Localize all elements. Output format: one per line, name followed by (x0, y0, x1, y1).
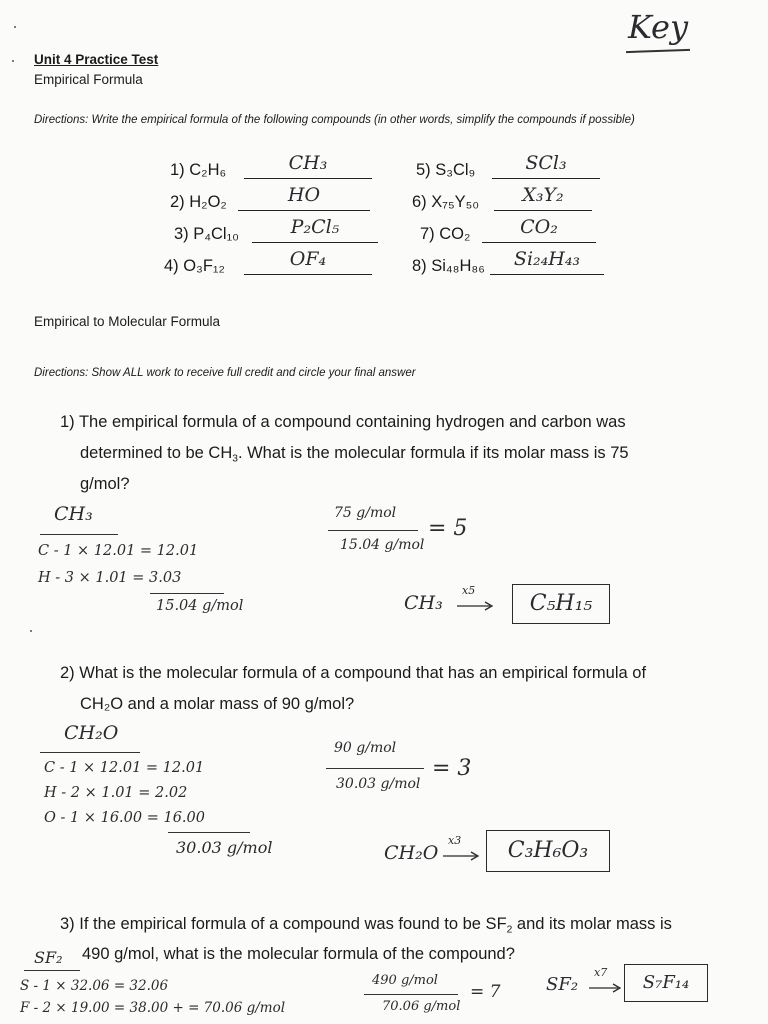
paper-speck (12, 60, 14, 62)
q1-ratio-bar (328, 530, 418, 531)
q3-ratio-numerator: 490 g/mol (372, 973, 438, 988)
ef-item-6-label: 6) X₇₅Y₅₀ (412, 193, 480, 211)
key-underline (626, 49, 690, 53)
q3-work-formula-underline (24, 970, 80, 971)
ef-item-3-label: 3) P₄Cl₁₀ (174, 225, 240, 243)
q2-work-sum-line (168, 832, 250, 833)
section2-directions: Directions: Show ALL work to receive full credit and circle your final answer (34, 367, 416, 379)
q1-ratio-result: = 5 (428, 516, 468, 541)
q1-arrow (456, 598, 496, 616)
q3-arrow (588, 980, 624, 998)
page-title: Unit 4 Practice Test (34, 52, 159, 67)
q1-work-formula-underline (40, 534, 118, 535)
page-subtitle: Empirical Formula (34, 72, 143, 87)
ef-item-5-answer: SCl₃ (492, 152, 600, 179)
ef-item-1-label: 1) C₂H₆ (170, 161, 227, 179)
section1-directions: Directions: Write the empirical formula of the following compounds (in other words, simplify the compounds if possible) (34, 114, 635, 126)
section2-title: Empirical to Molecular Formula (34, 314, 221, 329)
key-label: Key (628, 8, 689, 46)
q3-text-line2: 490 g/mol, what is the molecular formula of the compound? (82, 945, 515, 963)
q2-work-line1: C - 1 × 12.01 = 12.01 (44, 760, 205, 776)
q1-text-line2: determined to be $CH_3$. What is the molecular formula if its molar mass is 75 (80, 444, 629, 465)
q1-ratio-denominator: 15.04 g/mol (340, 537, 425, 553)
q3-work-line2: F - 2 × 19.00 = 38.00 + = 70.06 g/mol (20, 1000, 286, 1016)
ef-item-3-answer: P₂Cl₅ (252, 216, 378, 243)
q3-arrow-label: x7 (594, 966, 608, 979)
ef-item-8-label: 8) Si₄₈H₈₆ (412, 257, 485, 275)
q3-ratio-denominator: 70.06 g/mol (382, 999, 461, 1014)
q2-work-total: 30.03 g/mol (176, 838, 273, 857)
q3-ratio-bar (364, 994, 458, 995)
q2-ratio-denominator: 30.03 g/mol (336, 776, 421, 792)
q3-arrow-from: SF₂ (546, 974, 579, 995)
q2-work-line2: H - 2 × 1.01 = 2.02 (44, 785, 188, 801)
q2-arrow-label: x3 (448, 834, 462, 847)
paper-speck (30, 630, 32, 632)
ef-item-7-label: 7) CO₂ (420, 225, 471, 243)
q1-work-line1: C - 1 × 12.01 = 12.01 (38, 543, 199, 559)
q1-arrow-label: x5 (462, 584, 476, 597)
q3-work-line1: S - 1 × 32.06 = 32.06 (20, 978, 169, 994)
q2-ratio-numerator: 90 g/mol (334, 740, 397, 756)
q2-final-answer: C₃H₆O₃ (486, 830, 610, 872)
q3-text-line1: 3) If the empirical formula of a compound was found to be $SF_2$ and its molar mass is (60, 915, 672, 936)
q2-work-formula-underline (40, 752, 140, 753)
ef-item-7-answer: CO₂ (482, 216, 596, 243)
ef-item-4-label: 4) O₃F₁₂ (164, 257, 225, 275)
ef-item-1-answer: CH₃ (244, 152, 372, 179)
ef-item-4-answer: OF₄ (244, 248, 372, 275)
q2-arrow (442, 848, 482, 866)
q2-text-line1: 2) What is the molecular formula of a compound that has an empirical formula of (60, 664, 647, 682)
ef-item-2-label: 2) H₂O₂ (170, 193, 227, 211)
q3-final-answer: S₇F₁₄ (624, 964, 708, 1002)
paper-speck (14, 26, 16, 28)
q2-ratio-result: = 3 (432, 756, 472, 781)
q2-text-line2: CH₂O and a molar mass of 90 g/mol? (80, 695, 355, 713)
q2-work-line3: O - 1 × 16.00 = 16.00 (44, 810, 205, 826)
q3-work-formula: SF₂ (34, 948, 63, 967)
q2-arrow-from: CH₂O (384, 842, 439, 864)
q2-ratio-bar (326, 768, 424, 769)
q1-text-line1: 1) The empirical formula of a compound containing hydrogen and carbon was (60, 413, 626, 431)
q1-work-total: 15.04 g/mol (156, 598, 244, 614)
q1-text-line3: g/mol? (80, 475, 130, 493)
ef-item-2-answer: HO (238, 184, 370, 211)
q1-work-sum-line (150, 593, 224, 594)
ef-item-6-answer: X₃Y₂ (494, 184, 592, 211)
ef-item-5-label: 5) S₃Cl₉ (416, 161, 476, 179)
ef-item-8-answer: Si₂₄H₄₃ (490, 248, 604, 275)
q1-work-formula: CH₃ (54, 503, 93, 525)
q1-work-line2: H - 3 × 1.01 = 3.03 (38, 570, 182, 586)
q1-ratio-numerator: 75 g/mol (334, 505, 397, 521)
q1-arrow-from: CH₃ (404, 592, 443, 614)
q1-final-answer: C₅H₁₅ (512, 584, 610, 624)
q2-work-formula: CH₂O (64, 722, 119, 744)
q3-ratio-result: = 7 (470, 982, 501, 1002)
